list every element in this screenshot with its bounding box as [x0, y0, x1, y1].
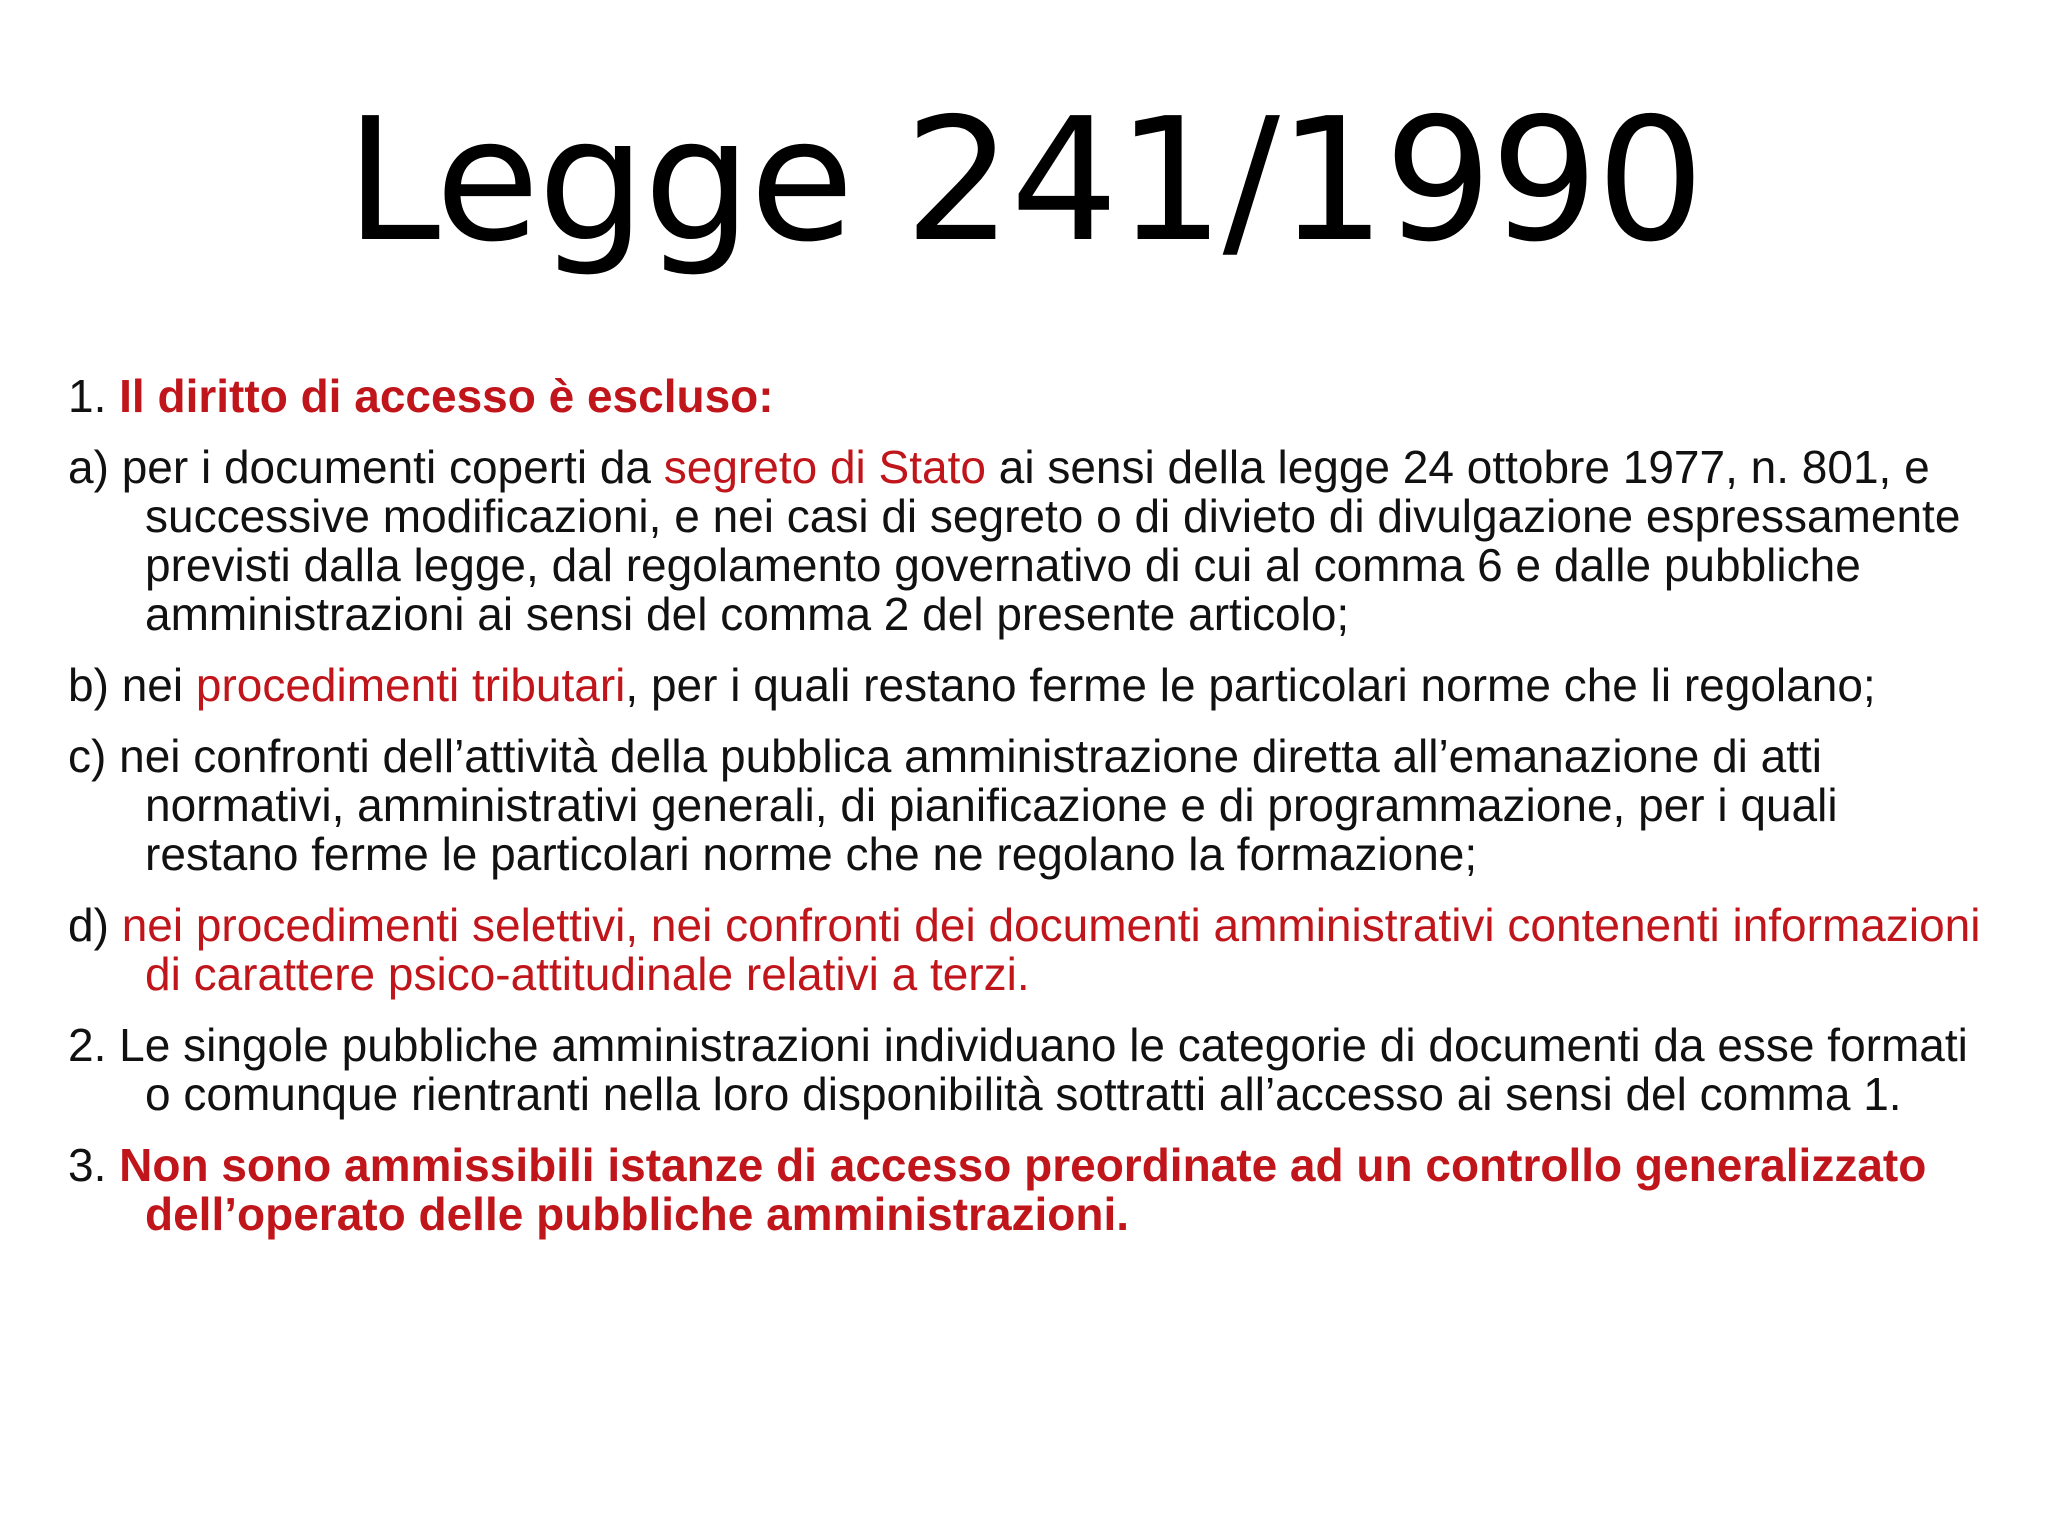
slide-title: Legge 241/1990 — [345, 82, 1703, 280]
item-a-marker: a) — [68, 441, 109, 493]
paragraph-3 — [68, 1141, 1988, 1239]
item-b — [68, 661, 1988, 710]
item-a — [68, 443, 1988, 639]
item-a-text-post: ai sensi della legge 24 ottobre 1977, n. 801, e successive modificazioni, e nei casi di segreto o di divieto di divulgazione espressamente previsti dalla legge, dal regolamento governativo di cui al comma 6 e dalle pubbliche amministrazioni ai sensi del comma 2 del presente articolo; — [145, 441, 1961, 640]
item-b-highlight: procedimenti tributari — [195, 659, 626, 711]
item-a-highlight: segreto di Stato — [663, 441, 986, 493]
item-b-marker: b) — [68, 659, 109, 711]
item-d — [68, 901, 1988, 999]
paragraph-2-text: Le singole pubbliche amministrazioni individuano le categorie di documenti da esse formati o comunque rientranti nella loro disponibilità sottratti all’accesso ai sensi del comma 1. — [119, 1019, 1968, 1120]
item-b-text-pre: nei — [121, 659, 184, 711]
item-b-text-post: , per i quali restano ferme le particolari norme che li regolano; — [625, 659, 1876, 711]
paragraph-1-marker: 1. — [68, 370, 107, 422]
slide-body — [68, 372, 1988, 1261]
item-a-text-pre: per i documenti coperti da — [121, 441, 651, 493]
item-c-marker: c) — [68, 730, 107, 782]
paragraph-1-heading: Il diritto di accesso è escluso: — [119, 370, 774, 422]
item-d-highlight: nei procedimenti selettivi, nei confronti dei documenti amministrativi contenenti informazioni di carattere psico-attitudinale relativi a terzi. — [121, 899, 1981, 1000]
item-c — [68, 732, 1988, 879]
paragraph-2-marker: 2. — [68, 1019, 107, 1071]
paragraph-3-highlight: Non sono ammissibili istanze di accesso preordinate ad un controllo generalizzato dell’operato delle pubbliche amministrazioni. — [119, 1139, 1927, 1240]
paragraph-2 — [68, 1021, 1988, 1119]
item-d-marker: d) — [68, 899, 109, 951]
item-c-text: nei confronti dell’attività della pubblica amministrazione diretta all’emanazione di atti normativi, amministrativi generali, di pianificazione e di programmazione, per i quali restano ferme le particolari norme che ne regolano la formazione; — [119, 730, 1838, 880]
paragraph-1 — [68, 372, 1988, 421]
paragraph-3-marker: 3. — [68, 1139, 107, 1191]
